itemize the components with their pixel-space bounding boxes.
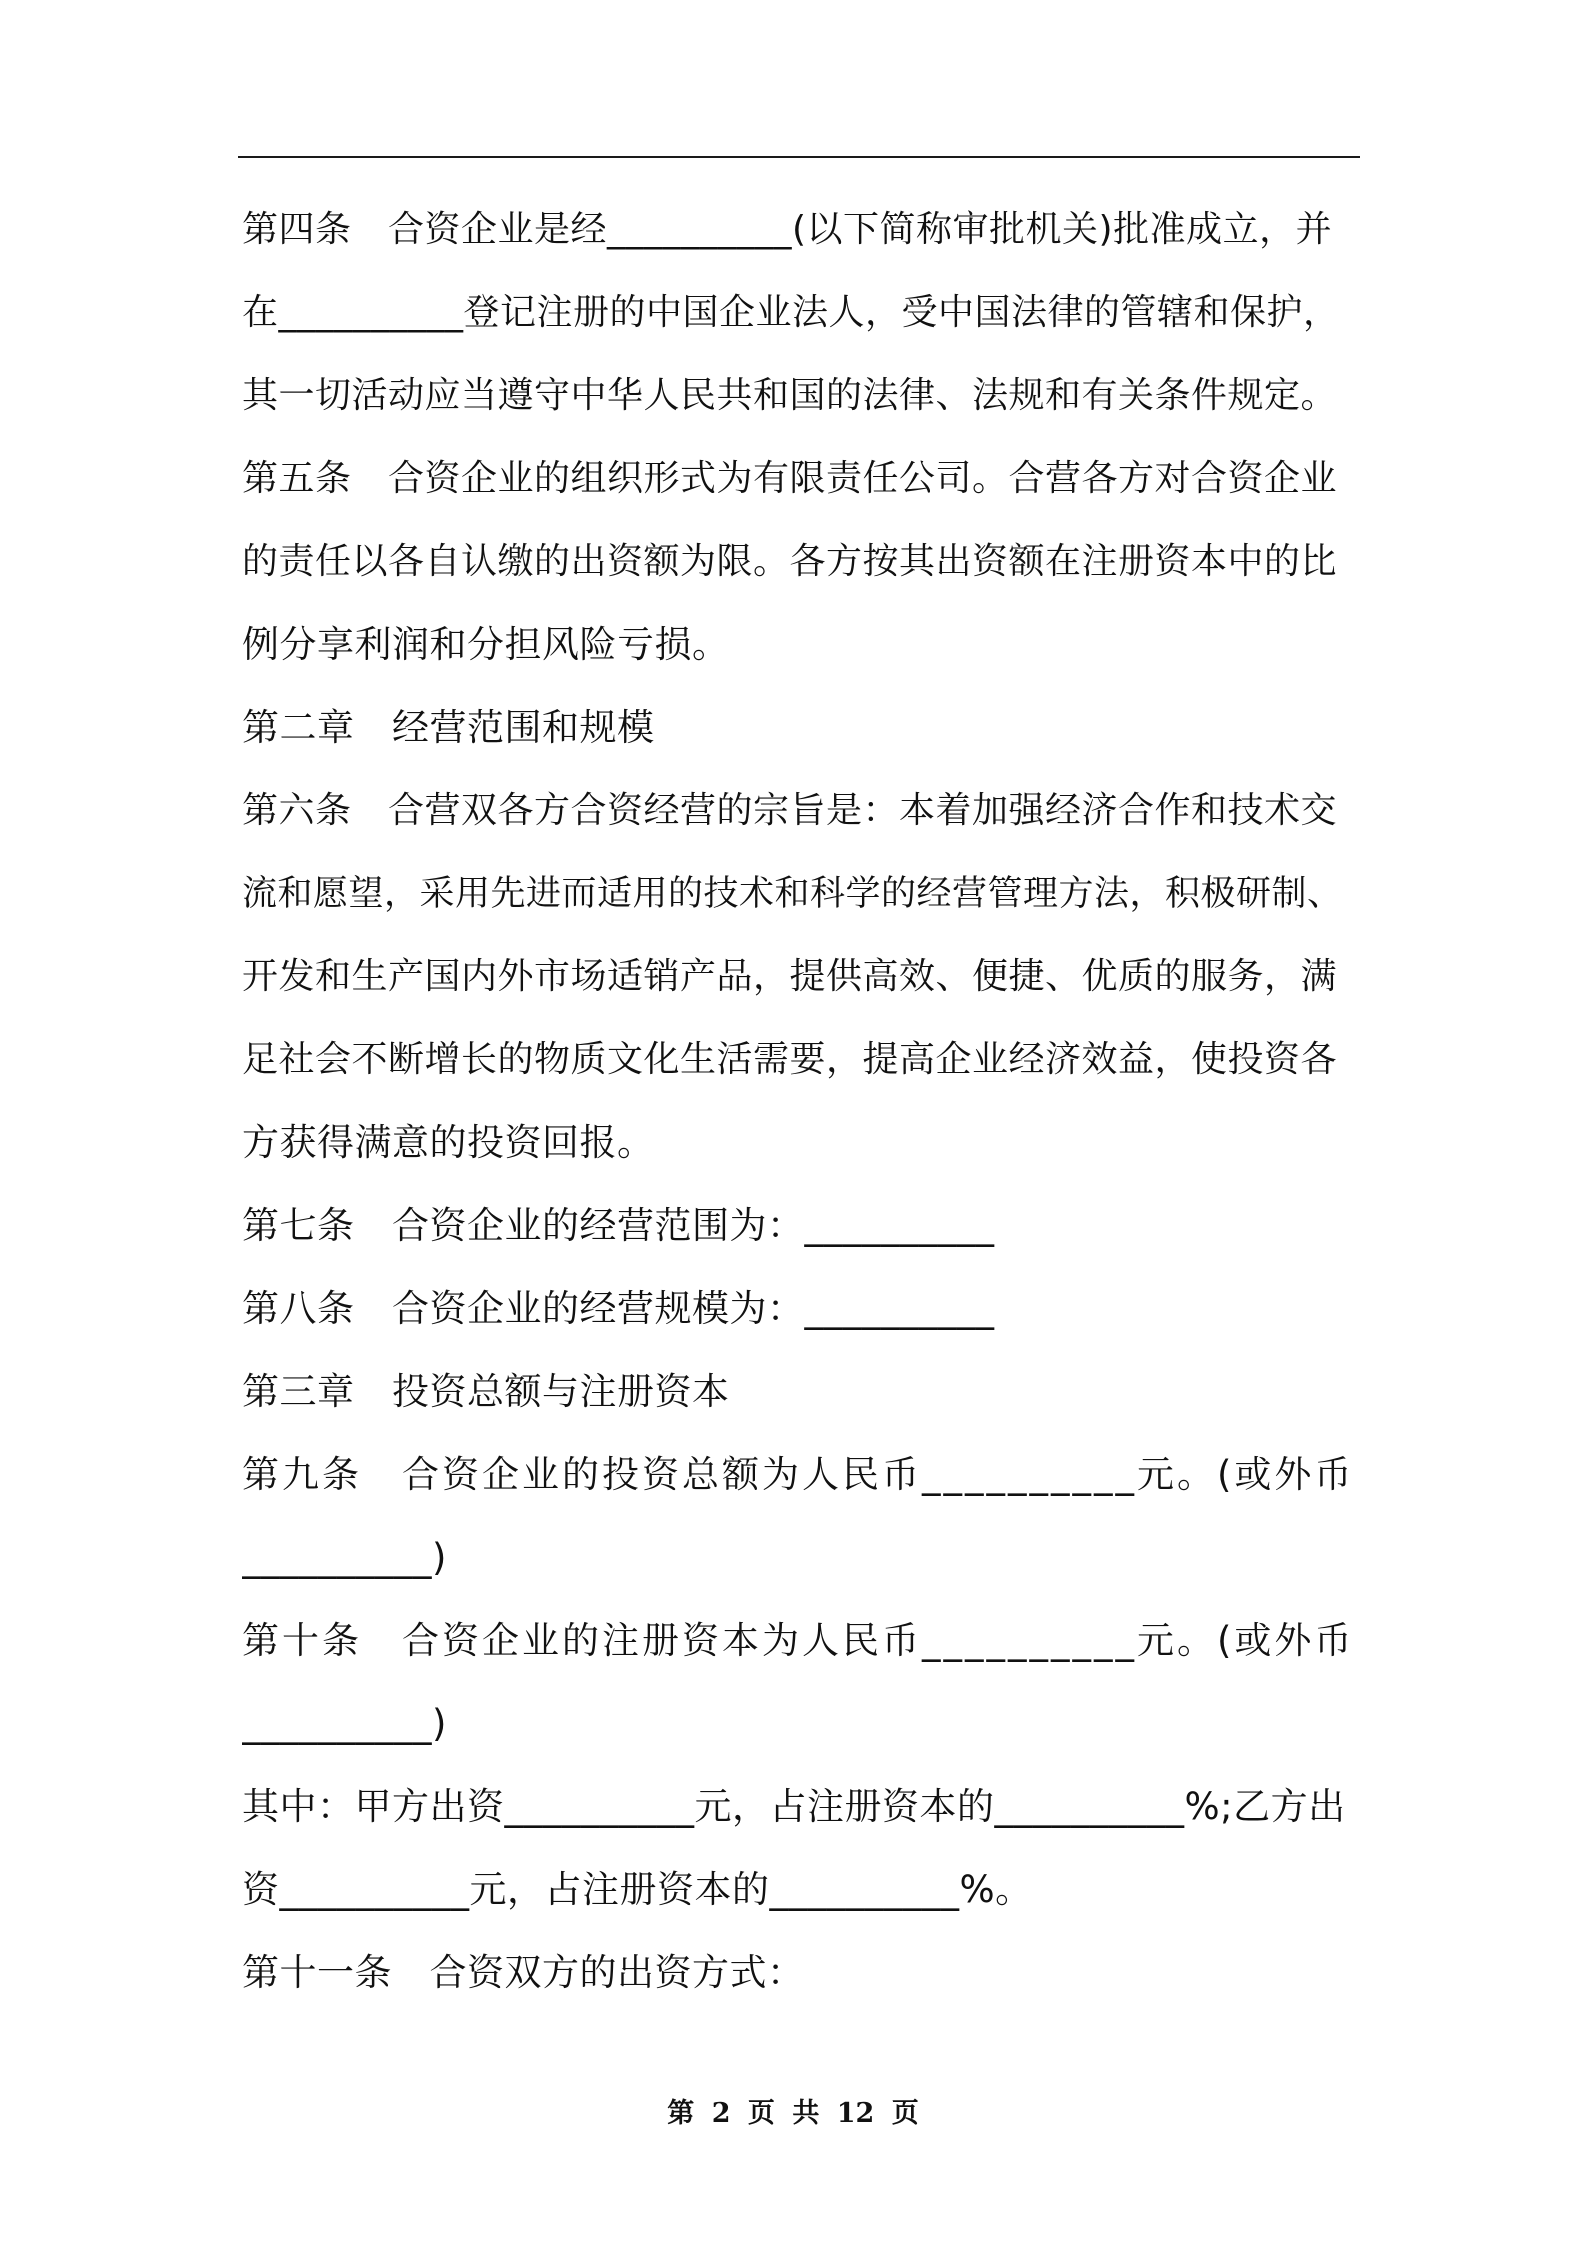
doc-line-14: 第八条 合资企业的经营规模为：__________	[242, 1287, 995, 1330]
doc-line-16: 第九条 合资企业的投资总额为人民币__________元。(或外币	[242, 1453, 1355, 1496]
doc-line-5: 的责任以各自认缴的出资额为限。各方按其出资额在注册资本中的比	[242, 541, 1338, 582]
footer-page-unit: 页	[747, 2098, 775, 2129]
chapter-heading: 第二章 经营范围和规模	[242, 706, 655, 749]
doc-line-19: __________)	[242, 1702, 447, 1745]
page-footer	[0, 2096, 1586, 2132]
header-rule	[238, 156, 1360, 158]
doc-line-13: 第七条 合资企业的经营范围为：__________	[242, 1204, 995, 1247]
footer-total-word: 共	[792, 2098, 820, 2129]
footer-page-number: 2	[711, 2098, 731, 2129]
footer-total-unit: 页	[891, 2098, 919, 2129]
doc-line-8: 第六条 合营双各方合资经营的宗旨是：本着加强经济合作和技术交	[242, 790, 1338, 831]
doc-line-10: 开发和生产国内外市场适销产品，提供高效、便捷、优质的服务，满	[242, 956, 1338, 997]
doc-line-22: 第十一条 合资双方的出资方式：	[242, 1951, 805, 1994]
footer-page-word: 第	[667, 2098, 695, 2129]
doc-line-9: 流和愿望，采用先进而适用的技术和科学的经营管理方法，积极研制、	[242, 874, 1343, 914]
doc-line-12: 方获得满意的投资回报。	[242, 1121, 655, 1164]
doc-line-20: 其中：甲方出资__________元，占注册资本的__________%;乙方出	[242, 1785, 1346, 1828]
doc-line-17: __________)	[242, 1536, 447, 1579]
doc-line-4: 第五条 合资企业的组织形式为有限责任公司。合营各方对合资企业	[242, 458, 1338, 499]
doc-line-3: 其一切活动应当遵守中华人民共和国的法律、法规和有关条件规定。	[242, 375, 1338, 416]
footer-total-pages: 12	[836, 2098, 875, 2129]
chapter-heading: 第三章 投资总额与注册资本	[242, 1370, 730, 1413]
doc-line-18: 第十条 合资企业的注册资本为人民币__________元。(或外币	[242, 1619, 1355, 1662]
doc-line-11: 足社会不断增长的物质文化生活需要，提高企业经济效益，使投资各	[242, 1039, 1338, 1080]
doc-line-2: 在__________登记注册的中国企业法人，受中国法律的管辖和保护，	[242, 292, 1340, 333]
doc-line-21: 资__________元，占注册资本的__________%。	[242, 1868, 1033, 1911]
doc-line-1: 第四条 合资企业是经__________(以下简称审批机关)批准成立，并	[242, 209, 1333, 250]
doc-line-6: 例分享利润和分担风险亏损。	[242, 623, 730, 666]
